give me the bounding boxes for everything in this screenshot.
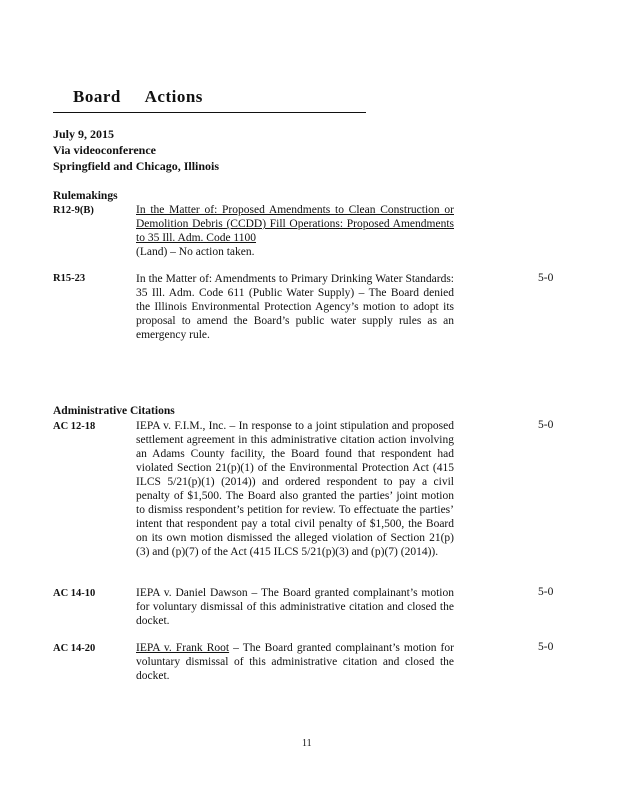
page-number: 11 bbox=[302, 738, 312, 749]
entry-body: In the Matter of: Amendments to Primary Drinking Water Standards: 35 Ill. Adm. Code 611 (Public Water Supply) – The Board denied the Illinois Environmental Protection Agency’s motion to adopt its proposal to amend the Board’s public water supply rules as an emergency rule. bbox=[136, 273, 454, 341]
page-title: Board Actions bbox=[73, 87, 203, 106]
entry-code: R12-9(B) bbox=[53, 205, 94, 216]
vote-count: 5-0 bbox=[538, 272, 554, 284]
entry-text bbox=[136, 641, 454, 683]
section-heading-administrative-citations: Administrative Citations bbox=[53, 405, 175, 417]
entry-code: AC 14-10 bbox=[53, 588, 96, 599]
entry-title: IEPA v. Frank Root bbox=[136, 642, 230, 654]
entry-code: AC 14-20 bbox=[53, 643, 96, 654]
meeting-via: Via videoconference bbox=[53, 143, 156, 157]
title-rule bbox=[53, 112, 366, 113]
entry-body: IEPA v. F.I.M., Inc. – In response to a joint stipulation and proposed settlement agreement in this administrative citation action involving an Adams County facility, the Board found that respondent had violated Section 21(p)(1) of the Environmental Protection Act (415 ILCS 5/21(p)(1) (2014)) and ordered respondent to pay a civil penalty of $1,500. The Board also granted the parties’ joint motion to dismiss respondent’s petition for review. To effectuate the parties’ intent that respondent pay a total civil penalty of $1,500, the Board on its own motion dismissed the alleged violation of Section 21(p)(3) and (p)(7) of the Act (415 ILCS 5/21(p)(3) and (p)(7) (2014)). bbox=[136, 420, 454, 558]
meeting-location: Springfield and Chicago, Illinois bbox=[53, 159, 220, 173]
section-heading-rulemakings: Rulemakings bbox=[53, 190, 118, 202]
vote-count: 5-0 bbox=[538, 419, 554, 431]
meeting-date: July 9, 2015 bbox=[53, 127, 115, 141]
entry-code: R15-23 bbox=[53, 273, 86, 284]
entry-text bbox=[136, 203, 454, 259]
entry-body: (Land) – No action taken. bbox=[136, 246, 255, 258]
entry-title: In the Matter of: Proposed Amendments to Clean Construction or Demolition Debris (CCDD) Fill Operations: Proposed Amendments to 35 Ill. Adm. Code 1100 bbox=[136, 204, 454, 244]
entry-code: AC 12-18 bbox=[53, 421, 96, 432]
entry-body: – The Board granted complainant’s motion for voluntary dismissal of this administrative citation and closed the docket. bbox=[136, 642, 454, 682]
entry-body: IEPA v. Daniel Dawson – The Board granted complainant’s motion for voluntary dismissal of this administrative citation and closed the docket. bbox=[136, 587, 454, 627]
entry-text bbox=[136, 272, 454, 342]
vote-count: 5-0 bbox=[538, 586, 554, 598]
entry-text bbox=[136, 586, 454, 628]
entry-text bbox=[136, 419, 454, 559]
meeting-info bbox=[53, 126, 219, 174]
vote-count: 5-0 bbox=[538, 641, 554, 653]
